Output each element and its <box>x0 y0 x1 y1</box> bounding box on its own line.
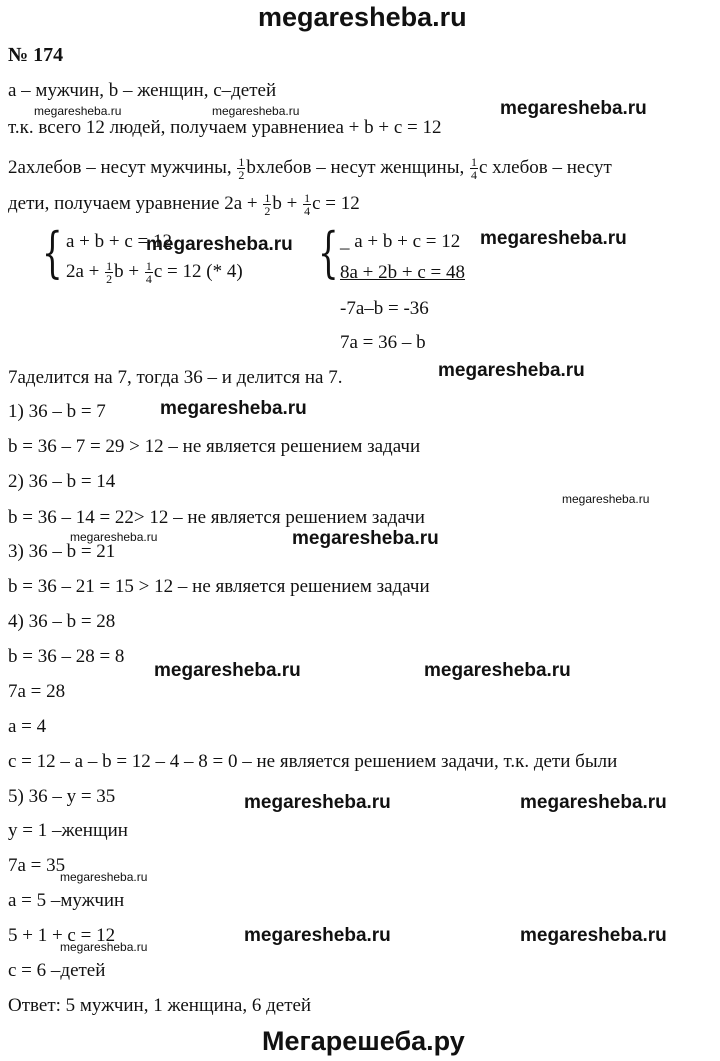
equation-line-2 <box>8 192 360 217</box>
fraction-denominator: 2 <box>264 204 271 218</box>
case-4-c: c = 12 – a – b = 12 – 4 – 8 = 0 – не является решением задачи, т.к. дети были <box>8 751 618 772</box>
bread-men-text: 2aхлебов – несут мужчины, <box>8 156 237 178</box>
fraction-quarter <box>470 156 478 181</box>
watermark-small: megaresheba.ru <box>212 104 300 118</box>
fraction-numerator: 1 <box>106 259 113 273</box>
watermark-small: megaresheba.ru <box>562 492 650 506</box>
bread-children-text: c хлебов – несут <box>478 156 612 178</box>
fraction-denominator: 4 <box>145 272 152 286</box>
watermark-large: megaresheba.ru <box>244 792 391 813</box>
watermark-small: megaresheba.ru <box>34 104 122 118</box>
fraction-numerator: 1 <box>304 191 311 205</box>
equation-part: c = 12 (* 4) <box>153 260 243 282</box>
case-1-result: b = 36 – 7 = 29 > 12 – не является решением задачи <box>8 436 421 457</box>
fraction-quarter <box>303 192 311 217</box>
fraction-numerator: 1 <box>470 155 477 169</box>
watermark-large: megaresheba.ru <box>520 925 667 946</box>
case-5-y: y = 1 –женщин <box>8 820 128 841</box>
system2-eq-2: 8a + 2b + c = 48 <box>340 262 466 283</box>
system2-eq-1: _ a + b + c = 12 <box>340 231 461 252</box>
fraction-numerator: 1 <box>264 191 271 205</box>
watermark-large: megaresheba.ru <box>292 528 439 549</box>
fraction-numerator: 1 <box>238 155 245 169</box>
equation-part: b + <box>114 260 144 282</box>
case-5-7a: 7a = 35 <box>8 855 66 876</box>
watermark-large: megaresheba.ru <box>520 792 667 813</box>
fraction-half <box>105 260 113 285</box>
case-2-result: b = 36 – 14 = 22> 12 – не является решением задачи <box>8 507 425 528</box>
bread-women-text: bхлебов – несут женщины, <box>246 156 469 178</box>
left-brace: { <box>318 221 339 284</box>
watermark-large: megaresheba.ru <box>160 398 307 419</box>
fraction-denominator: 4 <box>470 168 477 182</box>
site-title-bottom: Мегарешеба.ру <box>262 1026 465 1056</box>
watermark-large: megaresheba.ru <box>424 660 571 681</box>
left-brace: { <box>42 221 63 284</box>
watermark-small: megaresheba.ru <box>70 530 158 544</box>
system-eq-1: a + b + c = 12 <box>66 231 173 252</box>
watermark-large: megaresheba.ru <box>154 660 301 681</box>
watermark-small: megaresheba.ru <box>60 870 148 884</box>
case-1: 1) 36 – b = 7 <box>8 401 106 422</box>
watermark-small: megaresheba.ru <box>60 940 148 954</box>
case-5-sum: 5 + 1 + c = 12 <box>8 925 116 946</box>
case-4: 4) 36 – b = 28 <box>8 611 116 632</box>
fraction-half <box>237 156 245 181</box>
watermark-large: megaresheba.ru <box>438 360 585 381</box>
variables-line: a – мужчин, b – женщин, c–детей <box>8 80 277 101</box>
fraction-denominator: 2 <box>106 272 113 286</box>
answer-line: Ответ: 5 мужчин, 1 женщина, 6 детей <box>8 995 312 1016</box>
fraction-denominator: 2 <box>238 168 245 182</box>
case-5-a: a = 5 –мужчин <box>8 890 125 911</box>
case-3-result: b = 36 – 21 = 15 > 12 – не является решением задачи <box>8 576 430 597</box>
problem-number: № 174 <box>8 44 64 66</box>
watermark-large: megaresheba.ru <box>146 234 293 255</box>
fraction-half <box>263 192 271 217</box>
bread-line <box>8 156 612 181</box>
case-4-7a: 7a = 28 <box>8 681 66 702</box>
equation-part: дети, получаем уравнение 2a + <box>8 192 263 214</box>
site-title-top: megaresheba.ru <box>258 2 467 32</box>
equation-part: 2a + <box>66 260 105 282</box>
divisibility-line: 7aделится на 7, тогда 36 – и делится на 7. <box>8 367 343 388</box>
expression-7a: 7a = 36 – b <box>340 332 426 353</box>
case-4-a: a = 4 <box>8 716 47 737</box>
watermark-large: megaresheba.ru <box>244 925 391 946</box>
case-3: 3) 36 – b = 21 <box>8 541 116 562</box>
case-4-b: b = 36 – 28 = 8 <box>8 646 125 667</box>
fraction-numerator: 1 <box>145 259 152 273</box>
subtraction-result: -7a–b = -36 <box>340 298 429 319</box>
case-2: 2) 36 – b = 14 <box>8 471 116 492</box>
equation-part: c = 12 <box>312 192 360 214</box>
case-5-c: c = 6 –детей <box>8 960 106 981</box>
watermark-large: megaresheba.ru <box>500 98 647 119</box>
equation-line-1: т.к. всего 12 людей, получаем уравнениеa + b + c = 12 <box>8 117 442 138</box>
fraction-quarter <box>145 260 153 285</box>
case-5: 5) 36 – y = 35 <box>8 786 116 807</box>
system-eq-2 <box>66 260 243 285</box>
watermark-large: megaresheba.ru <box>480 228 627 249</box>
fraction-denominator: 4 <box>304 204 311 218</box>
equation-part: b + <box>272 192 303 214</box>
